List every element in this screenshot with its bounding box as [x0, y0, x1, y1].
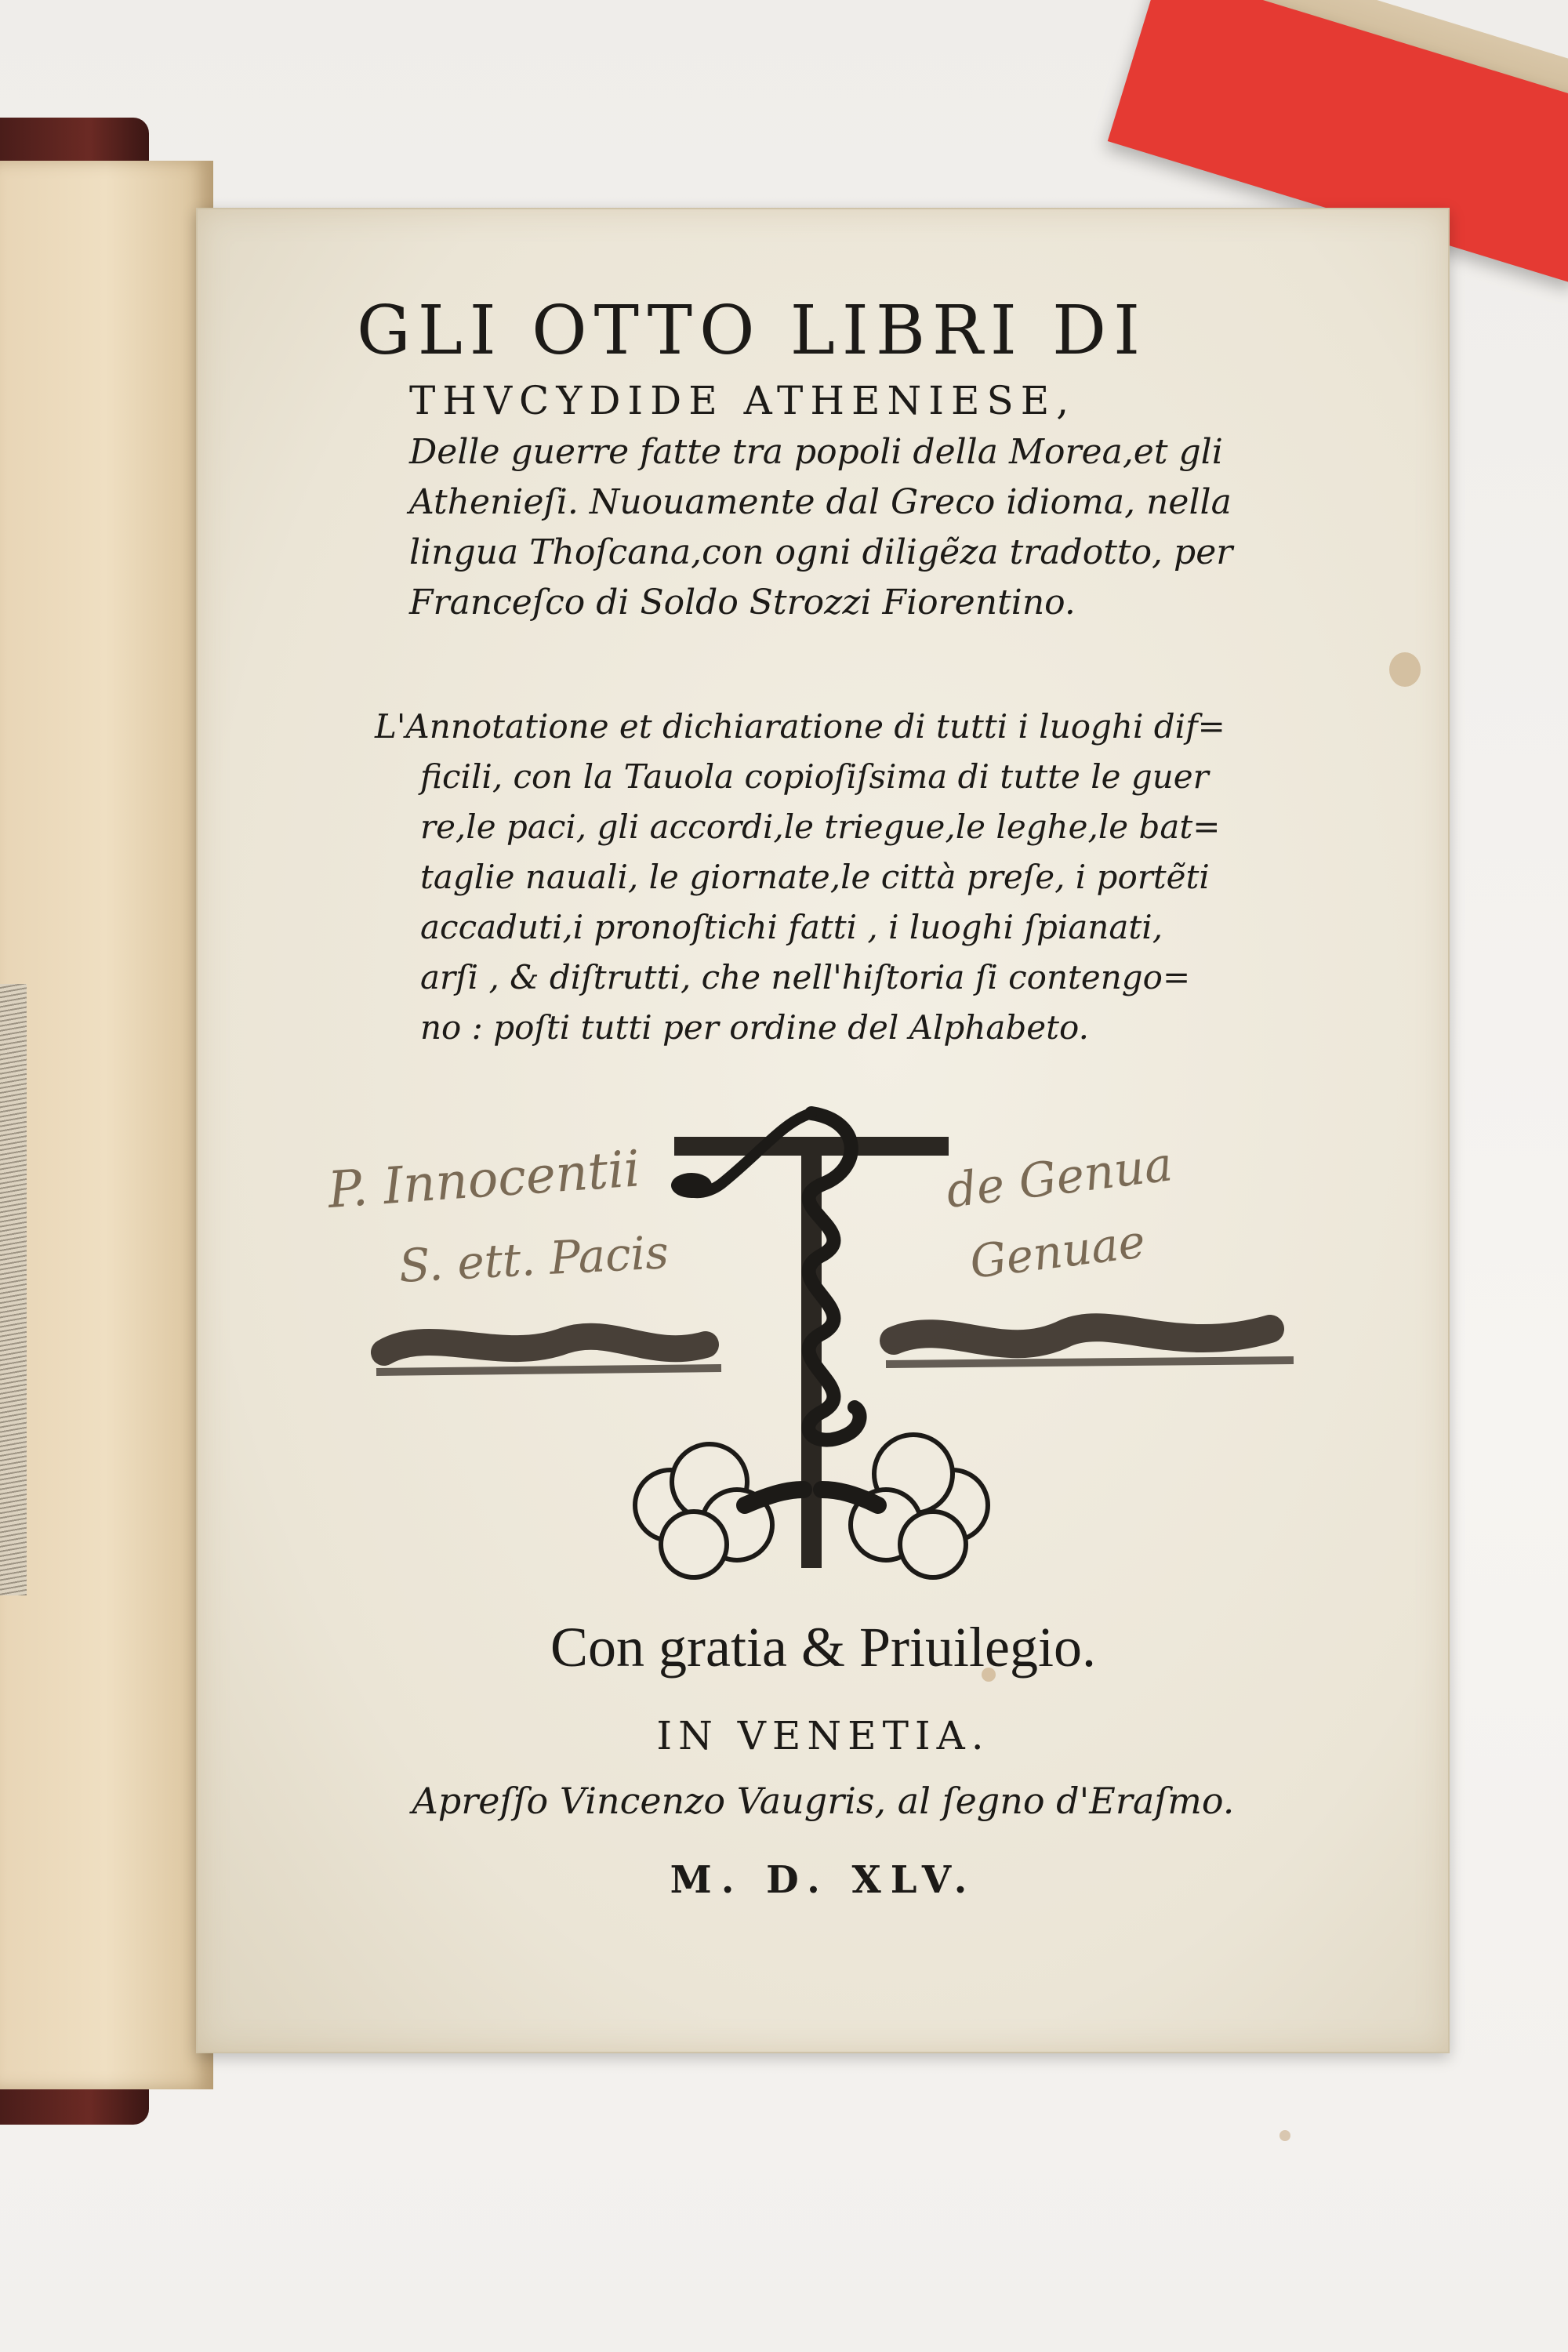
privilege-line: Con gratia & Priuilegio. [550, 1616, 1096, 1679]
inscription-left-line-1: P. Innocentii [325, 1140, 642, 1220]
inscription-left-line-2: S. ett. Pacis [397, 1225, 670, 1293]
annotation-line: ficili, con la Tauola copioſiſsima di tutte le guer [420, 757, 1209, 796]
manuscript-inscriptions [298, 1090, 1333, 1419]
right-hand [822, 1490, 878, 1505]
annotation-line: accaduti,i pronoſtichi fatti , i luoghi ſpianati, [420, 908, 1163, 946]
annotation-line: taglie nauali, le giornate,le città preſe, i portẽti [420, 858, 1210, 896]
annotation-line: re,le paci, gli accordi,le triegue,le leghe,le bat= [420, 808, 1221, 846]
foxing-spot [1389, 652, 1421, 687]
frontispiece-engraving-edge [0, 984, 27, 1595]
inscription-right-line-2: Genuae [967, 1214, 1149, 1289]
description-line: Delle guerre fatte tra popoli della Morea,et gli [409, 432, 1223, 472]
annotation-line: no : poſti tutti per ordine del Alphabeto. [420, 1008, 1089, 1047]
foxing-spot [1279, 2130, 1290, 2141]
annotation-paragraph [375, 702, 1261, 1053]
description-paragraph [409, 427, 1295, 628]
strike-line-right [886, 1360, 1294, 1364]
annotation-line: L'Annotatione et dichiaratione di tutti i luoghi dif= [375, 707, 1225, 746]
place-line: IN VENETIA. [656, 1713, 990, 1759]
description-line: Franceſco di Soldo Strozzi Fiorentino. [409, 583, 1076, 622]
description-line: lingua Thoſcana,con ogni diligẽza tradotto, per [409, 532, 1233, 572]
annotation-line: arſi , & diſtrutti, che nell'hiſtoria ſi contengo= [420, 958, 1191, 996]
title-line-2: THVCYDIDE ATHENIESE, [409, 378, 1076, 423]
printer-line: Apreſſo Vincenzo Vaugris, al ſegno d'Eraſmo. [412, 1780, 1235, 1822]
left-page [0, 161, 213, 2089]
year-line: M. D. XLV. [670, 1858, 977, 1902]
struck-signature-right [894, 1327, 1270, 1344]
title-line-1: GLI OTTO LIBRI DI [357, 292, 1148, 370]
description-line: Athenieſi. Nuouamente dal Greco idioma, nella [409, 482, 1232, 522]
inscription-right-line-1: de Genua [943, 1137, 1176, 1219]
strike-line-left [376, 1368, 721, 1372]
struck-signature-left [384, 1337, 706, 1352]
